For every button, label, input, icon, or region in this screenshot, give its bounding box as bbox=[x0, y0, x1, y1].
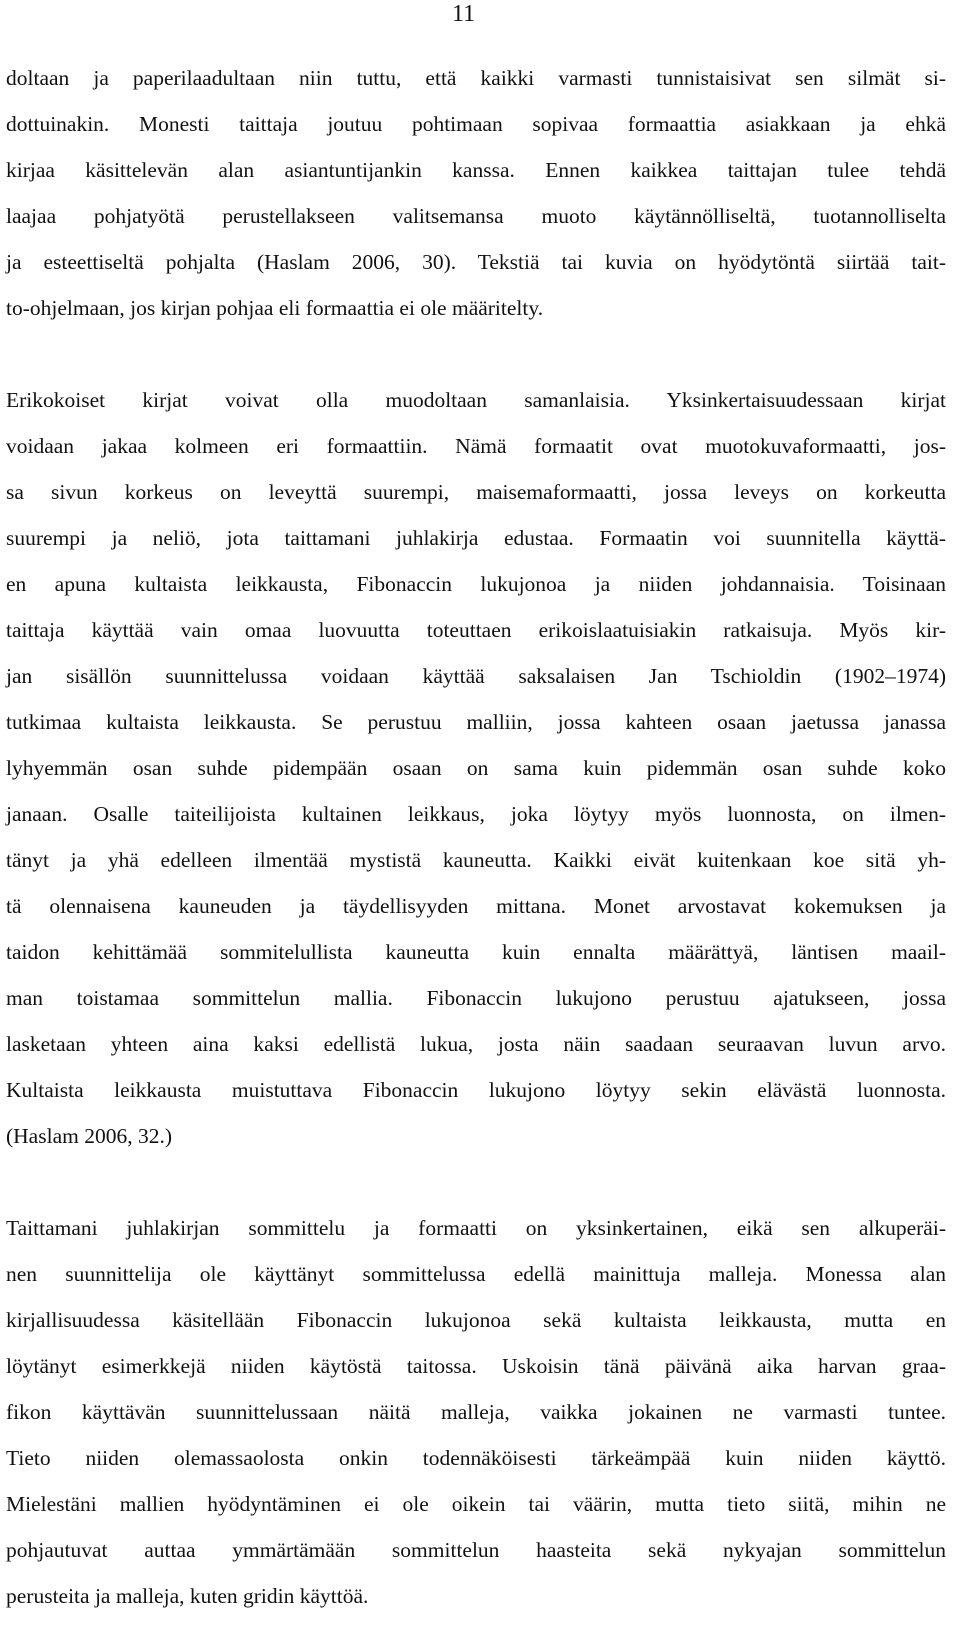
text-line: löytänyt esimerkkejä niiden käytöstä taitossa. Uskoisin tänä päivänä aika harvan graa- bbox=[6, 1354, 946, 1378]
text-line: doltaan ja paperilaadultaan niin tuttu, että kaikki varmasti tunnistaisivat sen silmät si- bbox=[6, 66, 946, 90]
text-line: pohjautuvat auttaa ymmärtämään sommittelun haasteita sekä nykyajan sommittelun bbox=[6, 1538, 946, 1562]
text-line: perusteita ja malleja, kuten gridin käyttöä. bbox=[6, 1584, 369, 1608]
page-number: 11 bbox=[452, 1, 476, 27]
text-line: kirjallisuudessa käsitellään Fibonaccin lukujonoa sekä kultaista leikkausta, mutta en bbox=[6, 1308, 946, 1332]
text-line: (Haslam 2006, 32.) bbox=[6, 1124, 172, 1148]
text-line: jan sisällön suunnittelussa voidaan käyttää saksalaisen Jan Tschioldin (1902–1974) bbox=[6, 664, 946, 688]
text-line: janaan. Osalle taiteilijoista kultainen leikkaus, joka löytyy myös luonnosta, on ilmen- bbox=[6, 802, 946, 826]
text-line: Tieto niiden olemassaolosta onkin todennäköisesti tärkeämpää kuin niiden käyttö. bbox=[6, 1446, 946, 1470]
text-line: Kultaista leikkausta muistuttava Fibonaccin lukujono löytyy sekin elävästä luonnosta. bbox=[6, 1078, 946, 1102]
text-line: tänyt ja yhä edelleen ilmentää mystistä kauneutta. Kaikki eivät kuitenkaan koe sitä yh- bbox=[6, 848, 946, 872]
text-line: en apuna kultaista leikkausta, Fibonaccin lukujonoa ja niiden johdannaisia. Toisinaan bbox=[6, 572, 946, 596]
text-line: dottuinakin. Monesti taittaja joutuu pohtimaan sopivaa formaattia asiakkaan ja ehkä bbox=[6, 112, 946, 136]
text-line: laajaa pohjatyötä perustellakseen valitsemansa muoto käytännölliseltä, tuotannolliselta bbox=[6, 204, 946, 228]
text-line: tutkimaa kultaista leikkausta. Se perustuu malliin, jossa kahteen osaan jaetussa janassa bbox=[6, 710, 946, 734]
text-line: Mielestäni mallien hyödyntäminen ei ole oikein tai väärin, mutta tieto siitä, mihin ne bbox=[6, 1492, 946, 1516]
text-line: ja esteettiseltä pohjalta (Haslam 2006, 30). Tekstiä tai kuvia on hyödytöntä siirtää tait- bbox=[6, 250, 946, 274]
text-line: Taittamani juhlakirjan sommittelu ja formaatti on yksinkertainen, eikä sen alkuperäi- bbox=[6, 1216, 946, 1240]
paragraph-spacer bbox=[6, 331, 946, 377]
text-line: kirjaa käsittelevän alan asiantuntijankin kanssa. Ennen kaikkea taittajan tulee tehdä bbox=[6, 158, 946, 182]
text-line: Erikokoiset kirjat voivat olla muodoltaan samanlaisia. Yksinkertaisuudessaan kirjat bbox=[6, 388, 946, 412]
paragraph-2 bbox=[6, 377, 946, 1159]
text-line: lyhyemmän osan suhde pidempään osaan on sama kuin pidemmän osan suhde koko bbox=[6, 756, 946, 780]
text-line: voidaan jakaa kolmeen eri formaattiin. Nämä formaatit ovat muotokuvaformaatti, jos- bbox=[6, 434, 946, 458]
paragraph-3 bbox=[6, 1205, 946, 1619]
text-line: suurempi ja neliö, jota taittamani juhlakirja edustaa. Formaatin voi suunnitella käyttä- bbox=[6, 526, 946, 550]
text-line: sa sivun korkeus on leveyttä suurempi, maisemaformaatti, jossa leveys on korkeutta bbox=[6, 480, 946, 504]
text-line: taittaja käyttää vain omaa luovuutta toteuttaen erikoislaatuisiakin ratkaisuja. Myös kir- bbox=[6, 618, 946, 642]
paragraph-1 bbox=[6, 55, 946, 331]
text-line: tä olennaisena kauneuden ja täydellisyyden mittana. Monet arvostavat kokemuksen ja bbox=[6, 894, 946, 918]
text-line: fikon käyttävän suunnittelussaan näitä malleja, vaikka jokainen ne varmasti tuntee. bbox=[6, 1400, 946, 1424]
text-line: taidon kehittämää sommitelullista kauneutta kuin ennalta määrättyä, läntisen maail- bbox=[6, 940, 946, 964]
body-text bbox=[6, 55, 946, 1619]
paragraph-spacer bbox=[6, 1159, 946, 1205]
text-line: man toistamaa sommittelun mallia. Fibonaccin lukujono perustuu ajatukseen, jossa bbox=[6, 986, 946, 1010]
text-line: lasketaan yhteen aina kaksi edellistä lukua, josta näin saadaan seuraavan luvun arvo. bbox=[6, 1032, 946, 1056]
text-line: nen suunnittelija ole käyttänyt sommittelussa edellä mainittuja malleja. Monessa alan bbox=[6, 1262, 946, 1286]
text-line: to-ohjelmaan, jos kirjan pohjaa eli formaattia ei ole määritelty. bbox=[6, 296, 544, 320]
